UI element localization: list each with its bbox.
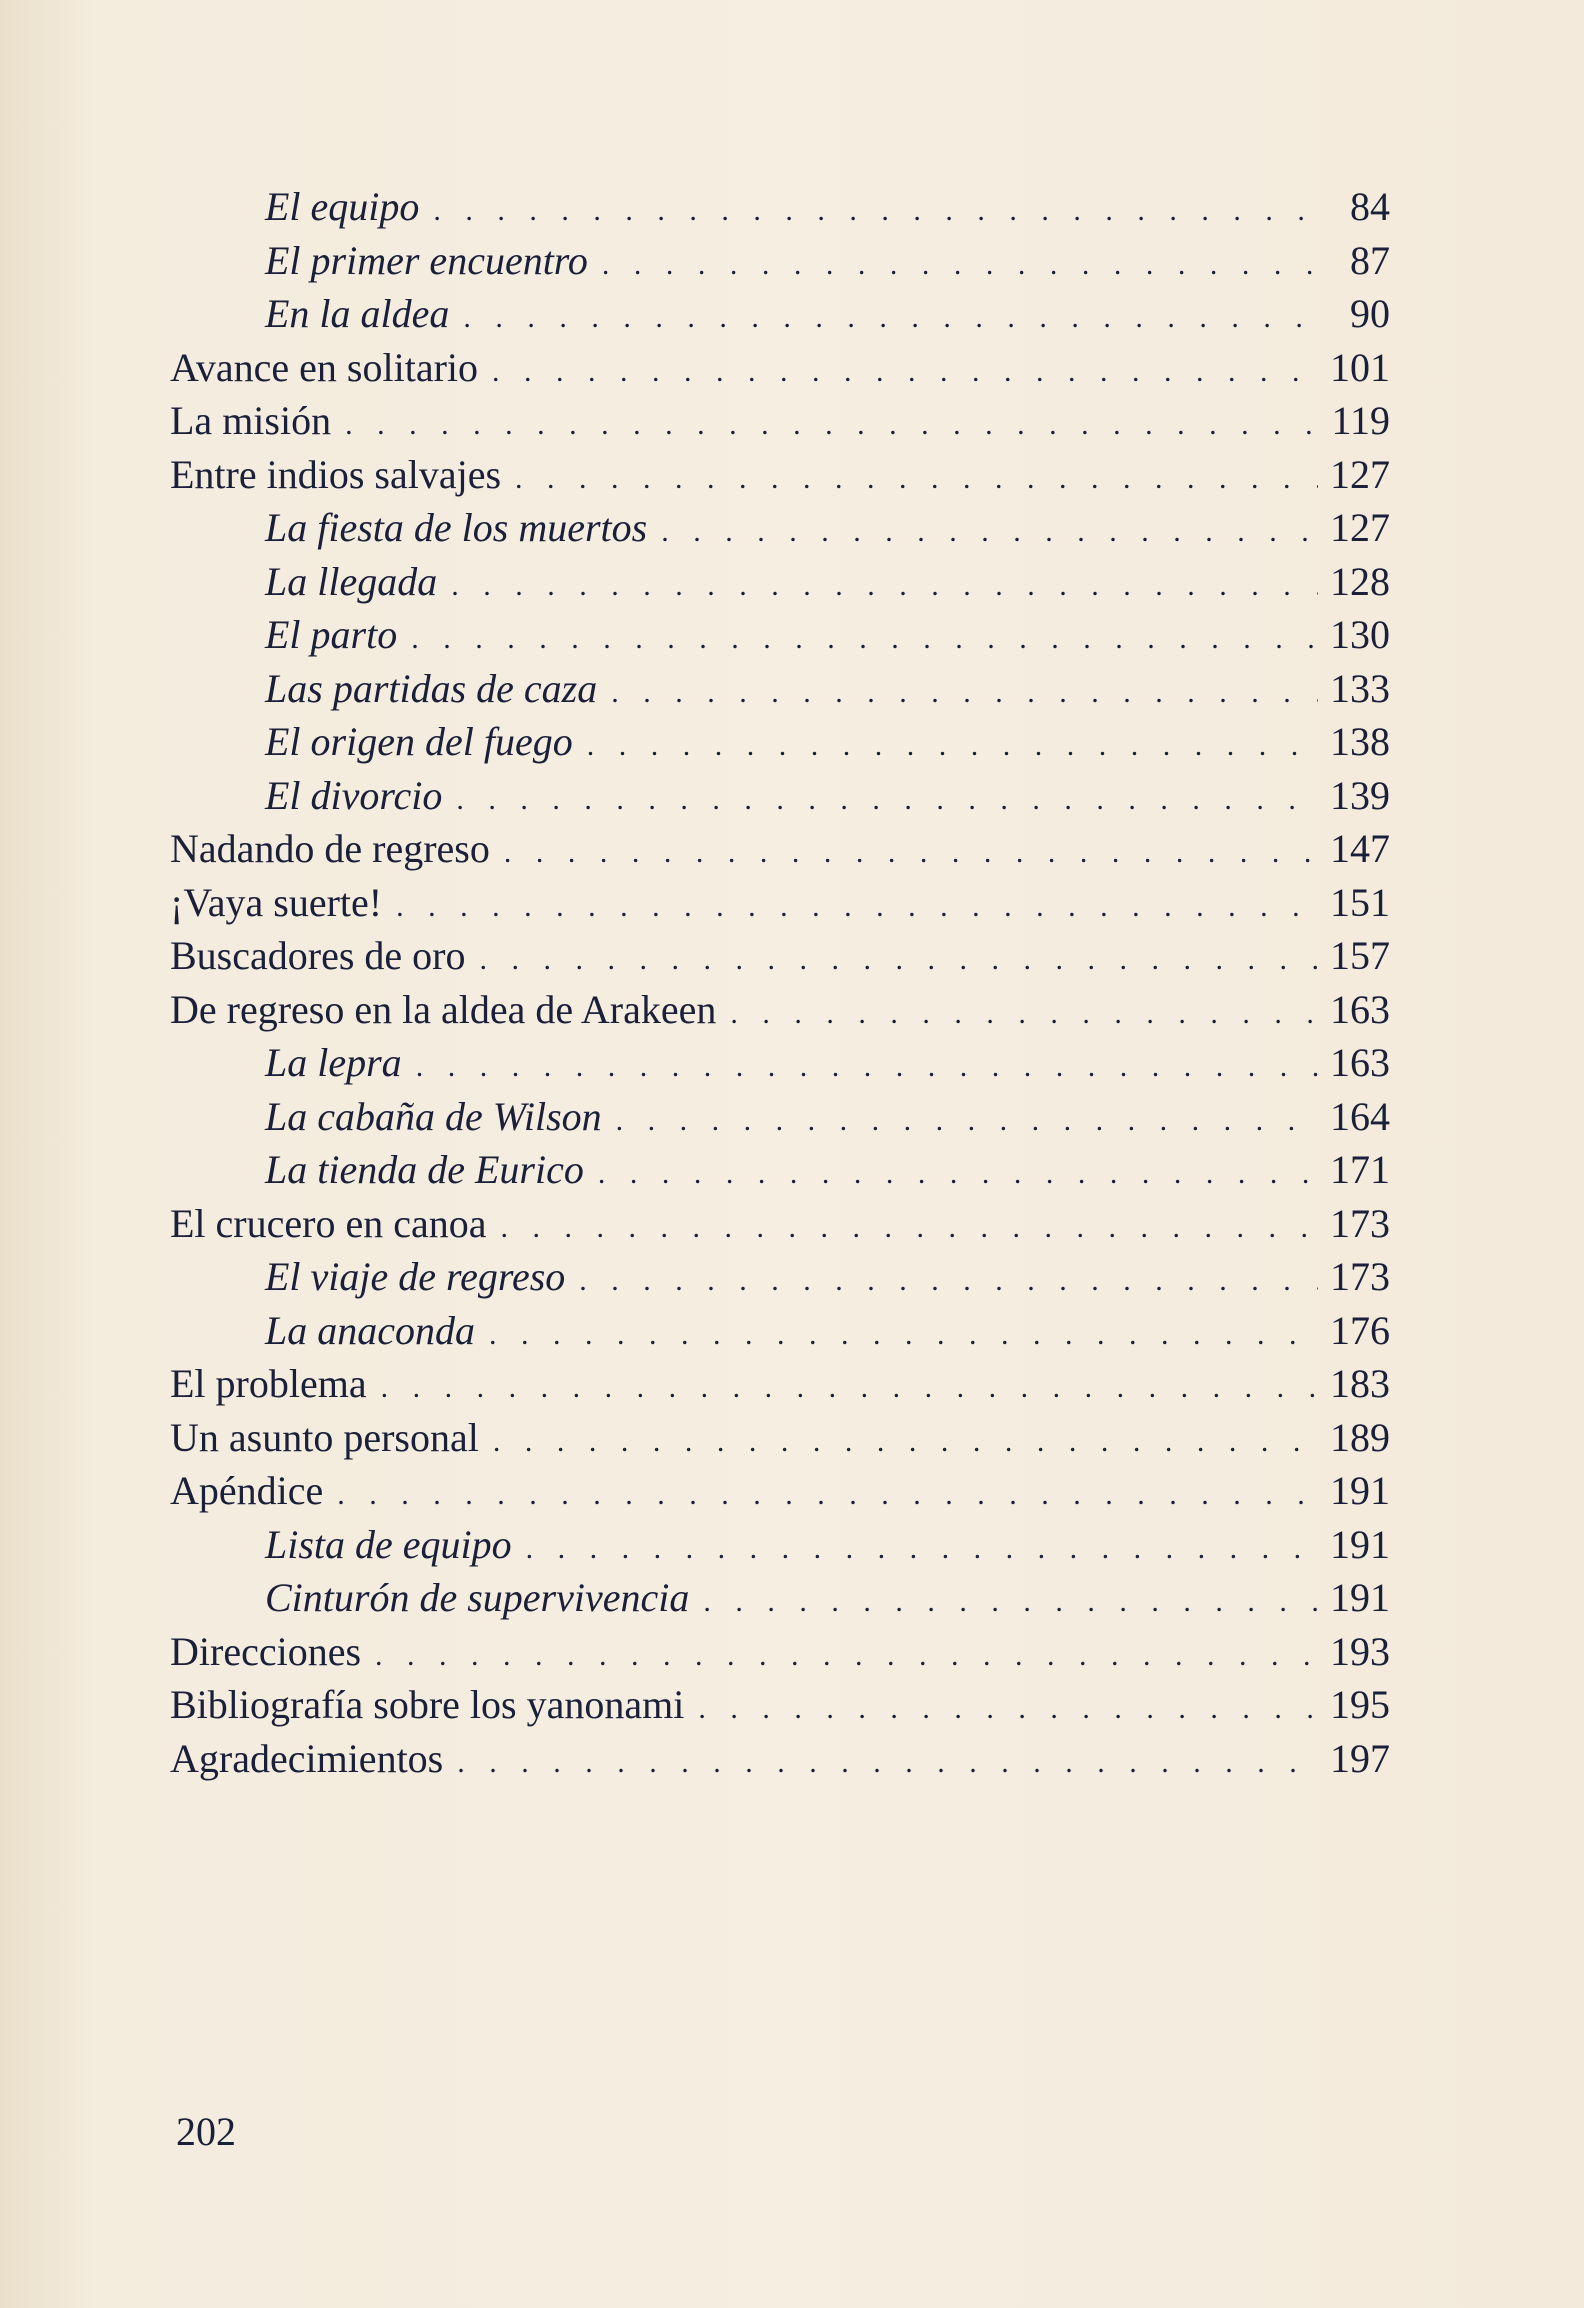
dot-leader xyxy=(396,880,1318,934)
toc-subentry xyxy=(170,1518,1390,1572)
toc-subentry xyxy=(170,555,1390,609)
dot-leader xyxy=(661,505,1318,559)
dot-leader xyxy=(433,184,1318,238)
toc-entry-title: ¡Vaya suerte! xyxy=(170,879,383,925)
toc-entry-title: El origen del fuego xyxy=(265,719,573,764)
toc-entry-page: 119 xyxy=(1331,398,1390,443)
toc-entry xyxy=(170,929,1390,983)
dot-leader xyxy=(411,612,1318,666)
dot-leader xyxy=(598,1147,1318,1201)
toc-entry xyxy=(170,822,1390,876)
toc-entry-page: 87 xyxy=(1350,237,1390,283)
toc-entry-page: 133 xyxy=(1330,665,1390,711)
toc-subentry xyxy=(170,1250,1390,1304)
dot-leader xyxy=(479,933,1318,987)
toc-entry-title: De regreso en la aldea de Arakeen xyxy=(170,986,717,1032)
toc-entry-page: 173 xyxy=(1330,1200,1390,1246)
toc-entry xyxy=(170,448,1390,502)
toc-entry-title: Bibliografía sobre los yanonami xyxy=(170,1682,685,1727)
toc-entry-title: La anaconda xyxy=(265,1307,475,1353)
toc-entry-title: Nadando de regreso xyxy=(170,826,490,871)
toc-entry xyxy=(170,341,1390,395)
toc-entry xyxy=(170,876,1390,930)
table-of-contents xyxy=(170,180,1390,1785)
toc-entry-page: 128 xyxy=(1330,558,1390,604)
toc-entry-page: 84 xyxy=(1350,184,1390,229)
toc-entry-page: 171 xyxy=(1330,1147,1390,1192)
toc-entry-page: 197 xyxy=(1330,1735,1390,1781)
dot-leader xyxy=(489,1308,1318,1362)
toc-entry-page: 130 xyxy=(1330,612,1390,657)
toc-entry xyxy=(170,1732,1390,1786)
toc-entry-page: 163 xyxy=(1330,1040,1390,1085)
toc-entry-page: 164 xyxy=(1330,1093,1390,1139)
toc-subentry xyxy=(170,608,1390,662)
dot-leader xyxy=(463,291,1318,345)
toc-entry-page: 101 xyxy=(1330,344,1390,390)
toc-entry-title: Direcciones xyxy=(170,1628,362,1674)
dot-leader xyxy=(611,666,1318,720)
toc-entry xyxy=(170,1357,1390,1411)
toc-entry-title: El divorcio xyxy=(265,772,443,818)
toc-entry-title: Agradecimientos xyxy=(170,1735,444,1781)
dot-leader xyxy=(451,559,1318,613)
dot-leader xyxy=(515,452,1318,506)
dot-leader xyxy=(381,1361,1318,1415)
toc-entry xyxy=(170,1464,1390,1518)
toc-entry-title: La lepra xyxy=(265,1040,402,1085)
toc-entry-title: El viaje de regreso xyxy=(265,1254,566,1299)
toc-entry-page: 138 xyxy=(1330,719,1390,764)
toc-entry-title: En la aldea xyxy=(265,291,450,336)
toc-subentry xyxy=(170,180,1390,234)
toc-entry-page: 151 xyxy=(1330,879,1390,925)
toc-subentry xyxy=(170,1090,1390,1144)
dot-leader xyxy=(337,1468,1318,1522)
toc-entry-title: Lista de equipo xyxy=(265,1521,512,1567)
dot-leader xyxy=(526,1522,1318,1576)
toc-entry-page: 90 xyxy=(1350,291,1390,336)
toc-entry-page: 127 xyxy=(1330,451,1390,497)
toc-entry-title: Entre indios salvajes xyxy=(170,451,502,497)
toc-entry-title: La cabaña de Wilson xyxy=(265,1093,602,1139)
toc-entry-page: 195 xyxy=(1330,1682,1390,1727)
toc-entry-title: Buscadores de oro xyxy=(170,933,466,978)
toc-entry xyxy=(170,1678,1390,1732)
dot-leader xyxy=(500,1201,1318,1255)
toc-entry xyxy=(170,1411,1390,1465)
toc-entry-page: 176 xyxy=(1330,1307,1390,1353)
toc-subentry xyxy=(170,769,1390,823)
toc-entry-title: Apéndice xyxy=(170,1468,324,1513)
toc-entry-title: Un asunto personal xyxy=(170,1414,479,1460)
dot-leader xyxy=(375,1629,1318,1683)
toc-entry-page: 127 xyxy=(1330,505,1390,550)
toc-entry-page: 193 xyxy=(1330,1628,1390,1674)
toc-entry-page: 183 xyxy=(1330,1361,1390,1406)
toc-entry-title: El crucero en canoa xyxy=(170,1200,487,1246)
toc-entry-title: La misión xyxy=(170,398,332,443)
dot-leader xyxy=(698,1682,1318,1736)
toc-subentry xyxy=(170,501,1390,555)
toc-entry-title: La llegada xyxy=(265,558,438,604)
dot-leader xyxy=(504,826,1318,880)
toc-entry xyxy=(170,1197,1390,1251)
dot-leader xyxy=(602,238,1318,292)
toc-entry-title: La tienda de Eurico xyxy=(265,1147,584,1192)
dot-leader xyxy=(703,1575,1318,1629)
toc-entry-title: El equipo xyxy=(265,184,420,229)
toc-subentry xyxy=(170,715,1390,769)
toc-subentry xyxy=(170,1143,1390,1197)
dot-leader xyxy=(345,398,1318,452)
dot-leader xyxy=(616,1094,1318,1148)
dot-leader xyxy=(492,345,1318,399)
toc-entry-page: 191 xyxy=(1330,1521,1390,1567)
dot-leader xyxy=(416,1040,1318,1094)
toc-subentry xyxy=(170,287,1390,341)
toc-entry-title: La fiesta de los muertos xyxy=(265,505,648,550)
dot-leader xyxy=(730,987,1318,1041)
toc-entry-title: El parto xyxy=(265,612,398,657)
dot-leader xyxy=(456,773,1318,827)
dot-leader xyxy=(493,1415,1318,1469)
toc-entry-page: 163 xyxy=(1330,986,1390,1032)
toc-subentry xyxy=(170,662,1390,716)
toc-entry-page: 189 xyxy=(1330,1414,1390,1460)
dot-leader xyxy=(457,1736,1318,1790)
dot-leader xyxy=(587,719,1318,773)
dot-leader xyxy=(579,1254,1318,1308)
toc-subentry xyxy=(170,1571,1390,1625)
toc-entry-title: Cinturón de supervivencia xyxy=(265,1575,690,1620)
toc-entry-page: 157 xyxy=(1330,933,1390,978)
toc-entry-page: 191 xyxy=(1330,1468,1390,1513)
toc-entry xyxy=(170,394,1390,448)
toc-entry-title: El primer encuentro xyxy=(265,237,588,283)
toc-entry-title: Las partidas de caza xyxy=(265,665,598,711)
toc-entry-page: 139 xyxy=(1330,772,1390,818)
toc-entry-page: 173 xyxy=(1330,1254,1390,1299)
toc-entry-page: 147 xyxy=(1330,826,1390,871)
toc-entry xyxy=(170,983,1390,1037)
toc-entry-title: Avance en solitario xyxy=(170,344,479,390)
toc-subentry xyxy=(170,1304,1390,1358)
toc-subentry xyxy=(170,234,1390,288)
toc-entry-title: El problema xyxy=(170,1361,367,1406)
toc-subentry xyxy=(170,1036,1390,1090)
page-number: 202 xyxy=(176,2109,236,2154)
toc-entry xyxy=(170,1625,1390,1679)
toc-entry-page: 191 xyxy=(1330,1575,1390,1620)
